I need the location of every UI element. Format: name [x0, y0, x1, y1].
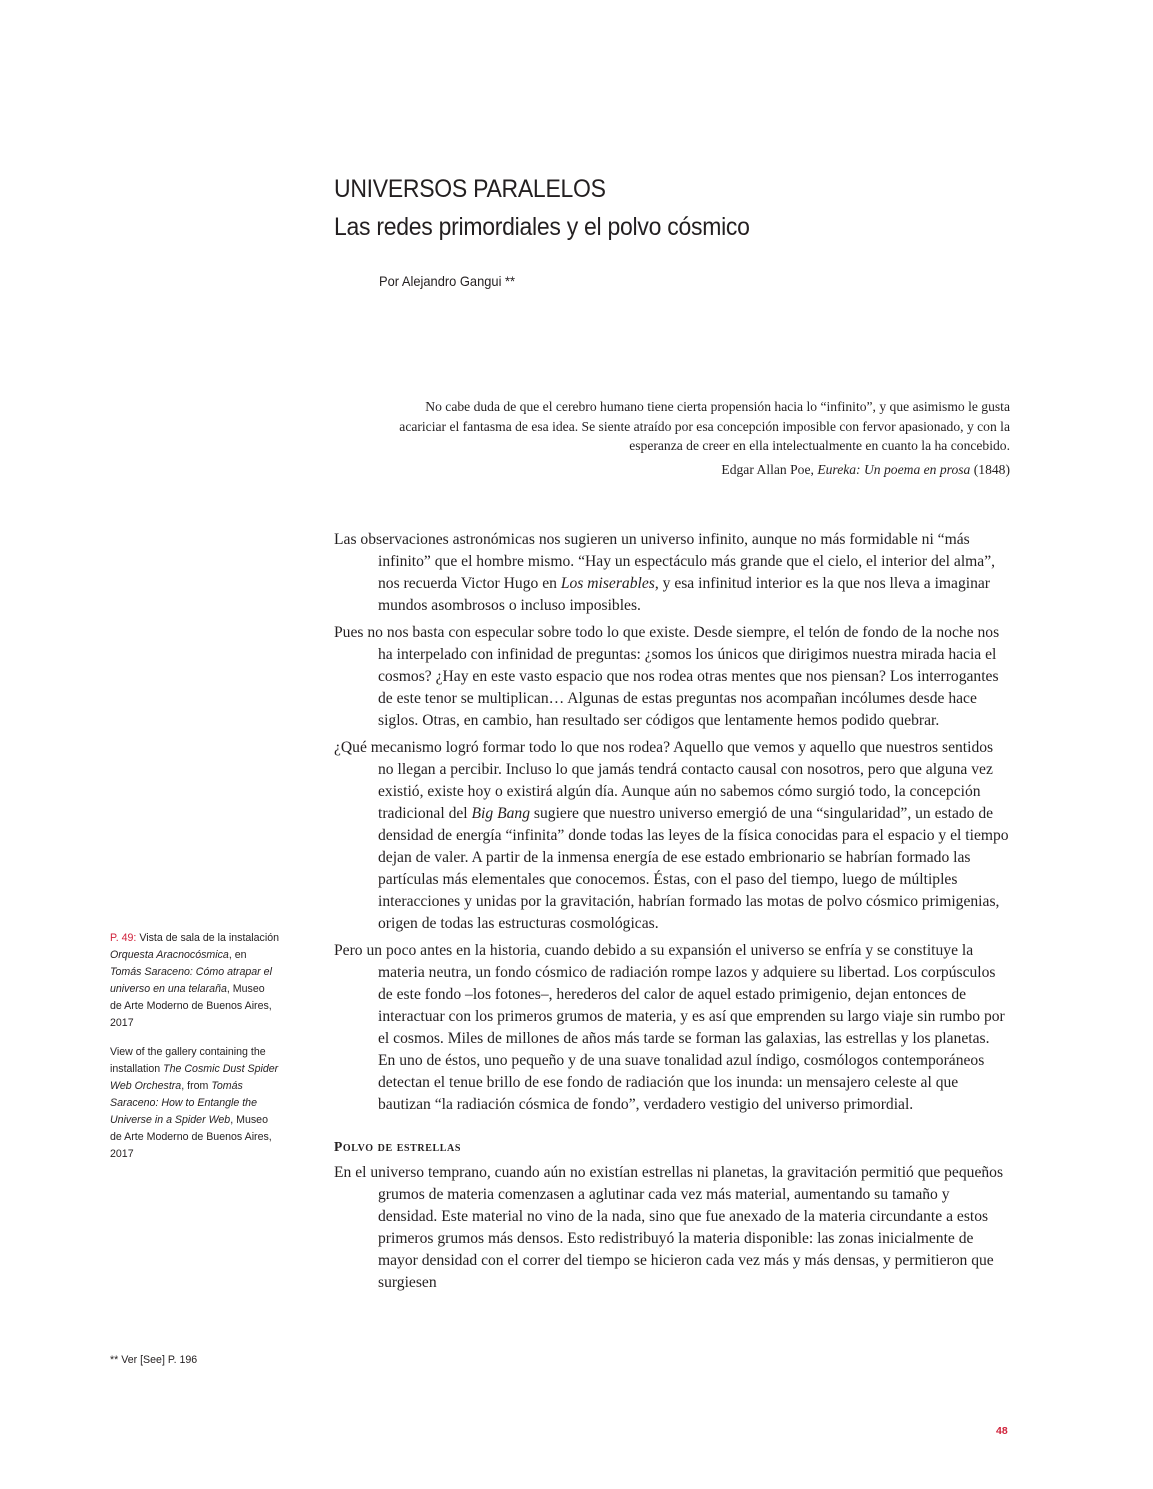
caption-en-exhibition: Tomás Saraceno: How to Entangle the Universe in a Spider Web: [110, 1080, 257, 1126]
epigraph-work: Eureka: Un poema en prosa: [817, 461, 971, 477]
page-subtitle: Las redes primordiales y el polvo cósmico: [334, 213, 750, 241]
paragraph-1-emphasis: Los miserables: [560, 575, 655, 592]
caption-es-text-c: , Museo de Arte Moderno de Buenos Aires, 2017: [110, 983, 272, 1029]
caption-en-text-b: , from: [181, 1080, 212, 1092]
epigraph-author: Edgar Allan Poe,: [721, 461, 814, 477]
caption-es-text-b: , en: [228, 949, 247, 961]
paragraph-3: [334, 737, 1010, 935]
section-heading: Polvo de estrellas: [334, 1139, 462, 1154]
paragraph-3-text-b: sugiere que nuestro universo emergió de una “singularidad”, un estado de densidad de energía “infinita” donde todas las leyes de la física conocidas para el espacio y el tiempo dejan de valer. A partir de la inmensa energía de ese estado embrionario se habrían formado las partículas más elementales que conocemos. Éstas, con el paso del tiempo, luego de múltiples interacciones y unidas por la gravitación, habrían formado las motas de polvo cósmico primigenias, origen de todas las estructuras cosmológicas.: [378, 805, 1009, 932]
caption-es-text-a: Vista de sala de la instalación: [136, 932, 280, 944]
paragraph-1-text-a: Las observaciones astronómicas nos sugieren un universo infinito, aunque no más formidable ni “más infinito” que el hombre mismo. “Hay un espectáculo más grande que el cielo, el interior del alma”, nos recuerda Victor Hugo en: [334, 531, 996, 592]
caption-page-ref: P. 49:: [110, 932, 137, 944]
title-block: [334, 170, 786, 246]
page-number: 48: [996, 1425, 1008, 1437]
caption-en-text-c: , Museo de Arte Moderno de Buenos Aires, 2017: [110, 1114, 272, 1160]
paragraph-4: Pero un poco antes en la historia, cuando debido a su expansión el universo se enfría y se constituye la materia neutra, un fondo cósmico de radiación rompe lazos y adquiere su libertad. Los corpúsculos de este fondo –los fotones–, herederos del calor de aquel estado primigenio, dejan entonces de interactuar con los primeros grumos de materia, y es así que emprenden su largo viaje sin rumbo por el cosmos. Miles de millones de años más tarde se forman las galaxias, las estrellas y los planetas. En uno de éstos, uno pequeño y de una suave tonalidad azul índigo, cosmólogos contemporáneos detectan el tenue brillo de ese fondo de radiación que los inunda: un mensajero celeste al que bautizan “la radiación cósmica de fondo”, verdadero vestigio del universo primordial.: [334, 942, 1005, 1113]
footnote: ** Ver [See] P. 196: [110, 1354, 198, 1366]
paragraph-5: En el universo temprano, cuando aún no existían estrellas ni planetas, la gravitación permitió que pequeños grumos de materia comenzasen a aglutinar cada vez más material, aumentando su tamaño y densidad. Este material no vino de la nada, sino que fue anexado de la materia circundante a estos primeros grumos más densos. Esto redistribuyó la materia disponible: las zonas inicialmente de mayor densidad con el correr del tiempo se hicieron cada vez más y más densas, y permitieron que surgiesen: [334, 1164, 1004, 1291]
epigraph-year: (1848): [973, 461, 1010, 477]
page-title: UNIVERSOS PARALELOS: [334, 175, 606, 203]
epigraph-quote: No cabe duda de que el cerebro humano tiene cierta propensión hacia lo “infinito”, y que asimismo le gusta acariciar el fantasma de esa idea. Se siente atraído por esa concepción imposible con fervor apasionado, y con la esperanza de creer en ella intelectualmente en cuanto la ha concebido.: [399, 399, 1010, 453]
caption-es-exhibition: Tomás Saraceno: Cómo atrapar el universo en una telaraña: [110, 966, 272, 995]
caption-spanish: [110, 930, 279, 1032]
paragraph-1-text-b: , y esa infinitud interior es la que nos lleva a imaginar mundos asombrosos o incluso imposibles.: [378, 575, 990, 614]
caption-en-text-a: View of the gallery containing the installation: [110, 1046, 266, 1075]
paragraph-3-emphasis: Big Bang: [471, 805, 531, 822]
body-text: [334, 529, 1010, 1299]
byline: Por Alejandro Gangui **: [379, 273, 516, 289]
paragraph-3-text-a: ¿Qué mecanismo logró formar todo lo que nos rodea? Aquello que vemos y aquello que nuestros sentidos no llegan a percibir. Incluso lo que jamás tendrá contacto causal con nosotros, pero que alguna vez existió, existe hoy o existirá algún día. Aunque aún no sabemos cómo surgió todo, la concepción tradicional del: [334, 739, 994, 822]
epigraph: [390, 397, 1010, 479]
caption-en-work: The Cosmic Dust Spider Web Orchestra: [110, 1063, 279, 1092]
paragraph-1: [334, 529, 1010, 617]
image-caption: [110, 930, 279, 1175]
epigraph-attribution: [390, 460, 1010, 480]
caption-english: [110, 1044, 279, 1163]
caption-es-work: Orquesta Aracnocósmica: [110, 949, 229, 961]
paragraph-2: Pues no nos basta con especular sobre todo lo que existe. Desde siempre, el telón de fondo de la noche nos ha interpelado con infinidad de preguntas: ¿somos los únicos que dirigimos nuestra mirada hacia el cosmos? ¿Hay en este vasto espacio que nos rodea otras mentes que nos piensan? Los interrogantes de este tenor se multiplican… Algunas de estas preguntas nos acompañan incólumes desde hace siglos. Otras, en cambio, han resultado ser códigos que lentamente hemos podido quebrar.: [334, 624, 1000, 729]
